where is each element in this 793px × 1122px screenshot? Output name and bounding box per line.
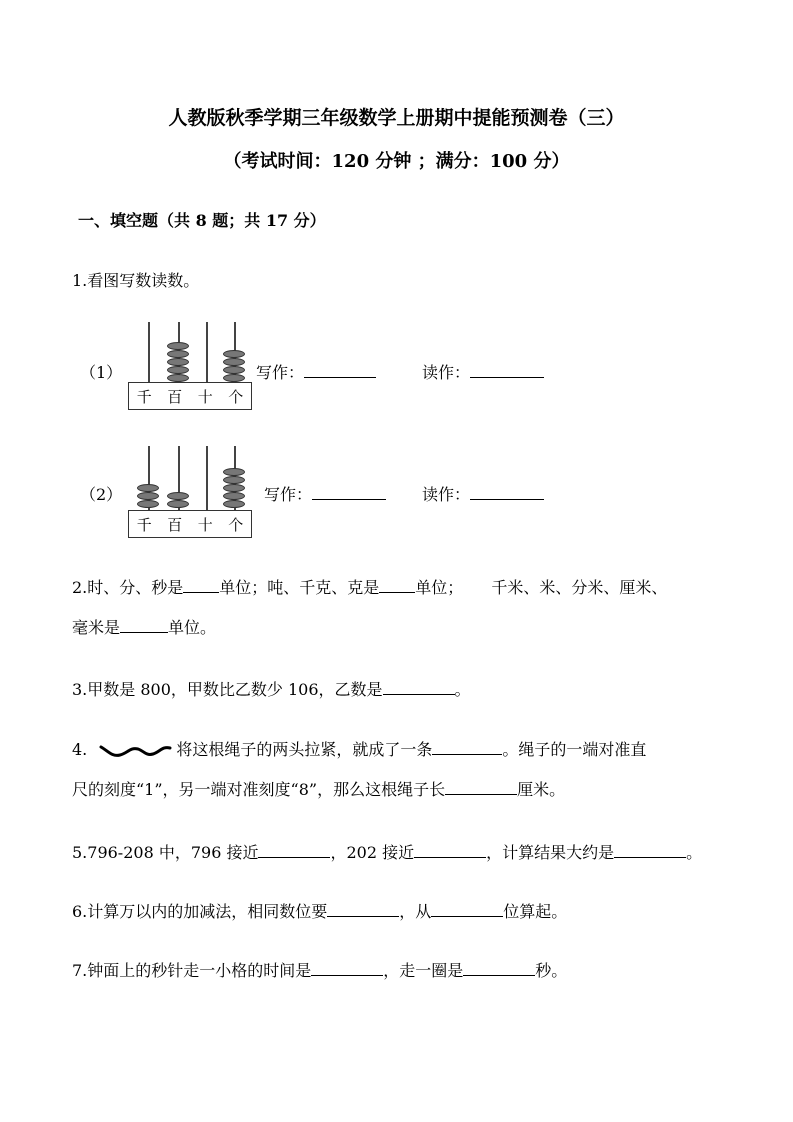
q1-part2-write: 写作： [264, 482, 386, 505]
answer-blank[interactable] [463, 961, 535, 976]
section-heading: 一、填空题（共 8 题；共 17 分） [78, 211, 326, 230]
answer-blank[interactable] [311, 961, 383, 976]
answer-blank[interactable] [445, 780, 517, 795]
answer-blank[interactable] [327, 902, 399, 917]
answer-blank[interactable] [312, 485, 386, 500]
question-3: 3.甲数是 800，甲数比乙数少 106，乙数是 。 [72, 680, 471, 699]
answer-blank[interactable] [120, 618, 168, 633]
rope-icon [98, 743, 174, 759]
answer-blank[interactable] [614, 843, 686, 858]
q1-part1-read: 读作： [422, 360, 544, 383]
q1-part1-write: 写作： [256, 360, 376, 383]
q1-part2-label: （2） [80, 485, 123, 504]
question-4-line2: 尺的刻度“1”，另一端对准刻度“8”，那么这根绳子长 厘米。 [72, 780, 566, 799]
question-4-line1: 4. 将这根绳子的两头拉紧，就成了一条 。绳子的一端对准直 [72, 740, 647, 759]
abacus-frame: 千 百 十 个 [128, 510, 252, 538]
answer-blank[interactable] [258, 843, 330, 858]
answer-blank[interactable] [183, 578, 219, 593]
question-1-stem: 1.看图写数读数。 [72, 271, 200, 290]
answer-blank[interactable] [470, 363, 544, 378]
answer-blank[interactable] [383, 680, 455, 695]
answer-blank[interactable] [470, 485, 544, 500]
answer-blank[interactable] [379, 578, 415, 593]
question-7: 7.钟面上的秒针走一小格的时间是 ，走一圈是 秒。 [72, 961, 568, 980]
question-2-line1: 2.时、分、秒是 单位；吨、千克、克是 单位； 千米、米、分米、厘米、 [72, 578, 668, 597]
doc-title: 人教版秋季学期三年级数学上册期中提能预测卷（三） [168, 107, 625, 129]
abacus-frame: 千 百 十 个 [128, 382, 252, 410]
abacus-2 [128, 446, 252, 538]
question-6: 6.计算万以内的加减法，相同数位要 ，从 位算起。 [72, 902, 568, 921]
answer-blank[interactable] [304, 363, 376, 378]
answer-blank[interactable] [432, 740, 502, 755]
answer-blank[interactable] [431, 902, 503, 917]
answer-blank[interactable] [414, 843, 486, 858]
q1-part1-label: （1） [80, 363, 123, 382]
question-2-line2: 毫米是 单位。 [72, 618, 217, 637]
q1-part2-read: 读作： [422, 482, 544, 505]
question-5: 5.796-208 中，796 接近 ，202 接近 ，计算结果大约是 。 [72, 843, 703, 862]
abacus-1 [128, 322, 252, 410]
doc-subtitle: （考试时间：120 分钟 ；满分：100 分） [223, 151, 570, 172]
